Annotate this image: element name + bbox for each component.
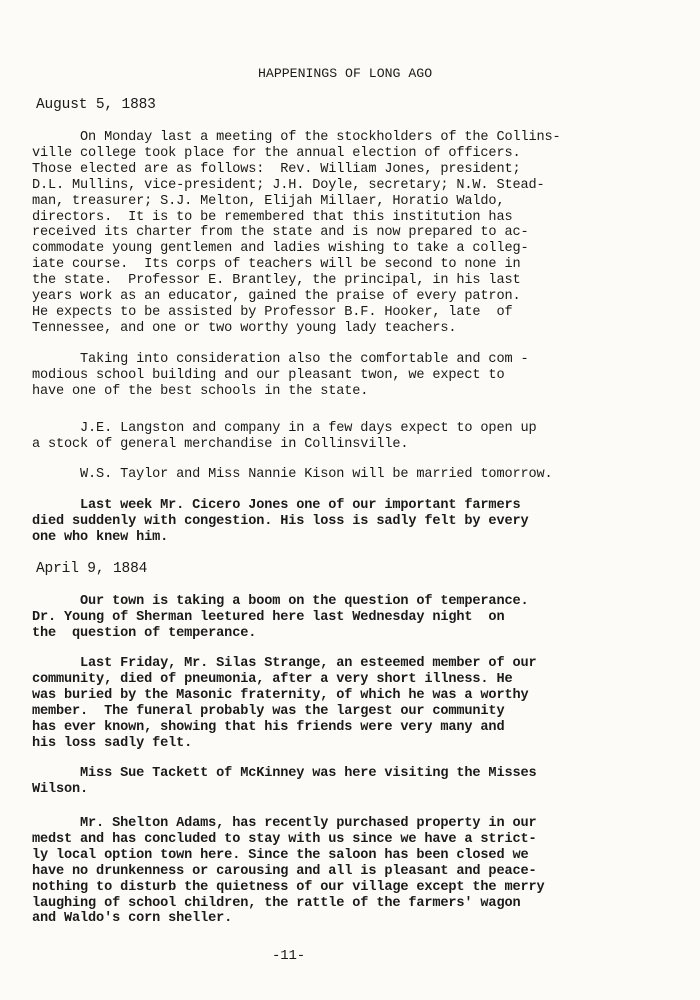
paragraph-stockholders-meeting: On Monday last a meeting of the stockholders of the Collins- ville college took place for the annual election of officers. Those elected are as follows: Rev. William Jones, president; D.L. Mullins, vice-president; J.H. Doyle, secretary; N.W. Stead- man, treasurer; S.J. Melton, Elijah Millaer, Horatio Waldo, directors. It is to be remembered that this institution has received its charter from the state and is now prepared to ac- commodate young gentlemen and ladies wishing to take a colleg- iate course. Its corps of teachers will be second to none in the state. Professor E. Brantley, the principal, in his last years work as an educator, gained the praise of every patron. He expects to be assisted by Professor B.F. Hooker, late of Tennessee, and one or two worthy young lady teachers. [32,130,561,336]
paragraph-shelton-adams: Mr. Shelton Adams, has recently purchased property in our medst and has concluded to stay with us since we have a strict- ly local option town here. Since the saloon has been closed we have no drunkenness or carousing and all is pleasant and peace- nothing to disturb the quietness of our village except the merry laughing of school children, the rattle of the farmers' wagon and Waldo's corn sheller. [32,816,545,927]
paragraph-cicero-jones: Last week Mr. Cicero Jones one of our important farmers died suddenly with congestion. His loss is sadly felt by every one who knew him. [32,498,529,545]
paragraph-taylor-kison-wedding: W.S. Taylor and Miss Nannie Kison will be married tomorrow. [32,467,553,482]
page-number: -11- [272,948,306,964]
paragraph-school-building: Taking into consideration also the comfortable and com - modious school building and our pleasant twon, we expect to have one of the best schools in the state. [32,352,529,399]
paragraph-silas-strange: Last Friday, Mr. Silas Strange, an esteemed member of our community, died of pneumonia, after a very short illness. He was buried by the Masonic fraternity, of which he was a worthy member. The funeral probably was the largest our community has ever known, showing that his friends were very many and his loss sadly felt. [32,656,537,751]
paragraph-temperance: Our town is taking a boom on the question of temperance. Dr. Young of Sherman leetured here last Wednesday night on the question of temperance. [32,594,529,641]
paragraph-langston-merchandise: J.E. Langston and company in a few days expect to open up a stock of general merchandise in Collinsville. [32,421,537,452]
paragraph-sue-tackett: Miss Sue Tackett of McKinney was here visiting the Misses Wilson. [32,766,537,797]
section-date-1884: April 9, 1884 [36,561,148,577]
section-date-1883: August 5, 1883 [36,97,156,113]
page-title: HAPPENINGS OF LONG AGO [258,66,433,81]
